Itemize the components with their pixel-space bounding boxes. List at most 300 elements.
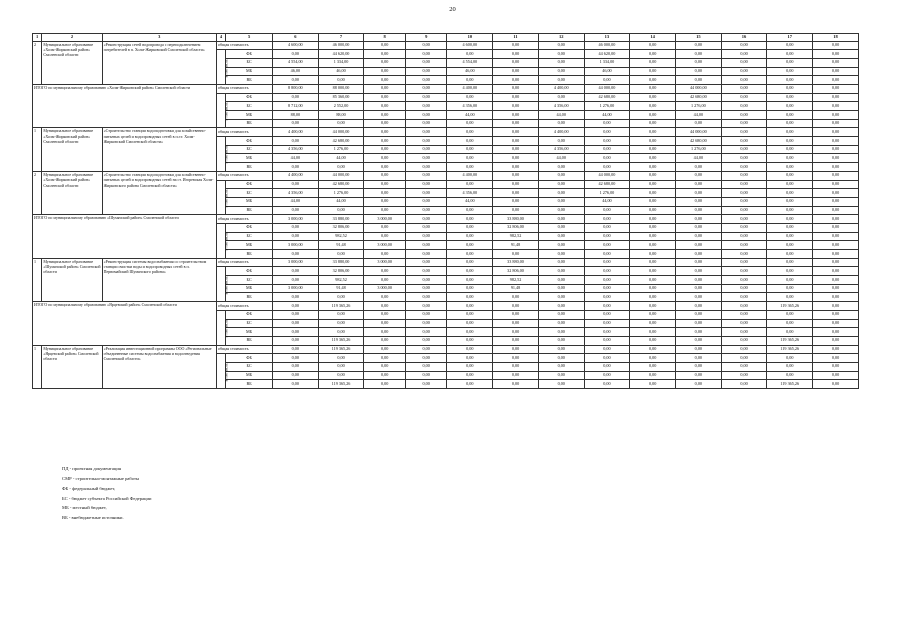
value-cell: 0,00 [721, 302, 767, 311]
value-cell: 32 806,00 [318, 267, 364, 276]
value-cell: 85 360,00 [318, 93, 364, 102]
value-cell: 0,00 [630, 197, 676, 206]
value-cell: 0,00 [675, 354, 721, 363]
value-cell: 0,00 [272, 50, 318, 59]
value-cell: 0,00 [813, 310, 859, 319]
value-cell: 0,00 [405, 128, 447, 137]
funding-source: БС [226, 362, 273, 371]
value-cell: 0,00 [813, 119, 859, 128]
value-cell: 44,00 [584, 197, 630, 206]
funding-source: ФБ [226, 223, 273, 232]
value-cell: 1 276,00 [318, 189, 364, 198]
value-cell: 0,00 [318, 119, 364, 128]
value-cell: 0,00 [813, 93, 859, 102]
value-cell: 0,00 [813, 215, 859, 224]
value-cell: 0,00 [538, 371, 584, 380]
value-cell: 0,00 [318, 293, 364, 302]
table-row [33, 258, 859, 267]
value-cell: 0,00 [721, 362, 767, 371]
value-cell: 0,00 [584, 362, 630, 371]
value-cell: 119 365,26 [767, 336, 813, 345]
value-cell: 0,00 [721, 232, 767, 241]
value-cell: 33 880,00 [318, 215, 364, 224]
value-cell: 0,00 [447, 145, 493, 154]
value-cell: 119 365,26 [767, 380, 813, 389]
value-cell: 0,00 [272, 345, 318, 354]
label-total: общая стоимость [216, 128, 272, 137]
value-cell: 0,00 [538, 336, 584, 345]
value-cell: 0,00 [538, 293, 584, 302]
value-cell: 0,00 [675, 345, 721, 354]
funding-source: МБ [226, 154, 273, 163]
value-cell: 0,00 [405, 310, 447, 319]
value-cell: 3 000,00 [364, 241, 406, 250]
value-cell: 0,00 [630, 293, 676, 302]
value-cell: 0,00 [447, 293, 493, 302]
value-cell: 1 276,00 [675, 145, 721, 154]
value-cell: 0,00 [813, 137, 859, 146]
value-cell: 0,00 [405, 58, 447, 67]
value-cell: 0,00 [813, 189, 859, 198]
label-total: общая стоимость [216, 84, 272, 93]
value-cell: 0,00 [630, 336, 676, 345]
value-cell: 0,00 [630, 328, 676, 337]
value-cell: 0,00 [584, 354, 630, 363]
value-cell: 0,00 [447, 93, 493, 102]
value-cell: 0,00 [493, 137, 539, 146]
value-cell: 0,00 [630, 223, 676, 232]
value-cell: 0,00 [538, 284, 584, 293]
value-cell: 8 800,00 [272, 84, 318, 93]
value-cell: 0,00 [630, 189, 676, 198]
value-cell: 0,00 [721, 197, 767, 206]
value-cell: 0,00 [813, 171, 859, 180]
value-cell: 0,00 [721, 336, 767, 345]
value-cell: 4 400,00 [538, 84, 584, 93]
funding-source: ВБ [226, 163, 273, 172]
label-total: общая стоимость [216, 215, 272, 224]
label-incl-text: в том числе: [224, 275, 229, 295]
value-cell: 4 554,00 [447, 58, 493, 67]
value-cell: 0,00 [721, 67, 767, 76]
value-cell: 0,00 [318, 328, 364, 337]
value-cell: 0,00 [721, 267, 767, 276]
value-cell: 0,00 [272, 302, 318, 311]
value-cell: 0,00 [630, 250, 676, 259]
value-cell: 0,00 [493, 145, 539, 154]
value-cell: 0,00 [584, 336, 630, 345]
value-cell: 0,00 [447, 319, 493, 328]
value-cell: 0,00 [630, 41, 676, 50]
value-cell: 0,00 [538, 276, 584, 285]
funding-source: ВБ [226, 206, 273, 215]
value-cell: 0,00 [447, 267, 493, 276]
value-cell: 0,00 [630, 58, 676, 67]
legend-item: БС - бюджет субъекта Российской Федерации [62, 495, 152, 501]
value-cell: 0,00 [364, 345, 406, 354]
value-cell: 0,00 [405, 345, 447, 354]
value-cell: 0,00 [538, 354, 584, 363]
value-cell: 0,00 [767, 267, 813, 276]
value-cell: 0,00 [405, 223, 447, 232]
value-cell: 0,00 [675, 58, 721, 67]
legend-item: МБ - местный бюджет, [62, 505, 107, 511]
label-incl [216, 50, 229, 85]
label-incl-text: в том числе: [224, 101, 229, 121]
value-cell: 0,00 [364, 232, 406, 241]
value-cell: 0,00 [364, 223, 406, 232]
value-cell: 32 806,00 [318, 223, 364, 232]
table-row [33, 171, 859, 180]
value-cell: 1 276,00 [584, 189, 630, 198]
value-cell: 0,00 [584, 371, 630, 380]
value-cell: 0,00 [364, 145, 406, 154]
value-cell: 0,00 [447, 258, 493, 267]
value-cell: 0,00 [721, 258, 767, 267]
value-cell: 0,00 [538, 197, 584, 206]
value-cell: 33 880,00 [493, 258, 539, 267]
value-cell: 119 365,26 [767, 302, 813, 311]
value-cell: 0,00 [364, 50, 406, 59]
value-cell: 0,00 [364, 336, 406, 345]
value-cell: 3 000,00 [364, 258, 406, 267]
total-label: ИТОГО по муниципальному образованию «Шумячский район» Смоленской области [33, 215, 217, 258]
value-cell: 0,00 [721, 293, 767, 302]
column-number: 1 [33, 34, 42, 42]
project-description: «Строительство станции водоподготовки для хозяйственно-питьевых целей и водопроводных сетей на ст. Игоревская Холм-Жирковского района Смоленской области» [102, 171, 216, 214]
label-incl-text: в том числе: [224, 362, 229, 381]
value-cell: 0,00 [364, 58, 406, 67]
value-cell: 0,00 [364, 354, 406, 363]
value-cell: 0,00 [447, 50, 493, 59]
value-cell: 0,00 [493, 58, 539, 67]
table-body [33, 34, 859, 389]
value-cell: 4 400,00 [538, 128, 584, 137]
value-cell: 44 000,00 [675, 128, 721, 137]
value-cell: 0,00 [447, 76, 493, 85]
value-cell: 0,00 [538, 319, 584, 328]
value-cell: 0,00 [272, 250, 318, 259]
value-cell: 4 356,00 [538, 102, 584, 111]
value-cell: 44,00 [538, 154, 584, 163]
value-cell: 0,00 [405, 93, 447, 102]
value-cell: 0,00 [405, 354, 447, 363]
value-cell: 91,48 [318, 241, 364, 250]
funding-source: БС [226, 319, 273, 328]
value-cell: 0,00 [813, 197, 859, 206]
value-cell: 0,00 [447, 180, 493, 189]
value-cell: 0,00 [675, 232, 721, 241]
value-cell: 42 680,00 [318, 137, 364, 146]
value-cell: 0,00 [721, 128, 767, 137]
column-number: 7 [318, 34, 364, 42]
value-cell: 4 356,00 [447, 102, 493, 111]
value-cell: 0,00 [630, 310, 676, 319]
value-cell: 0,00 [493, 293, 539, 302]
value-cell: 0,00 [364, 93, 406, 102]
value-cell: 4 356,00 [272, 189, 318, 198]
value-cell: 0,00 [630, 354, 676, 363]
value-cell: 0,00 [675, 189, 721, 198]
value-cell: 44,00 [675, 154, 721, 163]
value-cell: 0,00 [538, 250, 584, 259]
value-cell: 0,00 [405, 232, 447, 241]
funding-source: ФБ [226, 354, 273, 363]
value-cell: 0,00 [813, 232, 859, 241]
funding-source: БС [226, 189, 273, 198]
funding-source: МБ [226, 371, 273, 380]
funding-source: МБ [226, 197, 273, 206]
value-cell: 0,00 [364, 197, 406, 206]
value-cell: 0,00 [272, 354, 318, 363]
value-cell: 0,00 [272, 232, 318, 241]
value-cell: 0,00 [272, 163, 318, 172]
value-cell: 0,00 [318, 310, 364, 319]
value-cell: 0,00 [493, 119, 539, 128]
value-cell: 0,00 [538, 223, 584, 232]
value-cell: 0,00 [538, 189, 584, 198]
value-cell: 0,00 [538, 362, 584, 371]
funding-source: ФБ [226, 137, 273, 146]
value-cell: 0,00 [813, 67, 859, 76]
value-cell: 0,00 [493, 41, 539, 50]
value-cell: 0,00 [318, 362, 364, 371]
value-cell: 44,00 [447, 197, 493, 206]
value-cell: 0,00 [493, 362, 539, 371]
value-cell: 0,00 [364, 111, 406, 120]
value-cell: 1 334,00 [584, 58, 630, 67]
value-cell: 0,00 [364, 76, 406, 85]
label-incl [216, 354, 229, 389]
value-cell: 0,00 [538, 137, 584, 146]
value-cell: 0,00 [721, 154, 767, 163]
column-number: 11 [493, 34, 539, 42]
value-cell: 0,00 [675, 163, 721, 172]
value-cell: 0,00 [813, 284, 859, 293]
value-cell: 0,00 [767, 206, 813, 215]
value-cell: 0,00 [630, 154, 676, 163]
total-row [33, 215, 859, 224]
value-cell: 0,00 [584, 258, 630, 267]
value-cell: 0,00 [364, 310, 406, 319]
value-cell: 0,00 [675, 310, 721, 319]
value-cell: 0,00 [364, 293, 406, 302]
value-cell: 0,00 [630, 163, 676, 172]
value-cell: 0,00 [272, 206, 318, 215]
value-cell: 0,00 [584, 345, 630, 354]
column-number: 8 [364, 34, 406, 42]
row-index: 1 [33, 258, 42, 301]
value-cell: 44,00 [272, 154, 318, 163]
value-cell: 0,00 [813, 163, 859, 172]
value-cell: 0,00 [675, 293, 721, 302]
funding-source: БС [226, 145, 273, 154]
value-cell: 88,00 [318, 111, 364, 120]
value-cell: 0,00 [364, 371, 406, 380]
value-cell: 46 000,00 [318, 41, 364, 50]
value-cell: 0,00 [675, 328, 721, 337]
value-cell: 0,00 [538, 41, 584, 50]
total-row [33, 84, 859, 93]
value-cell: 0,00 [767, 293, 813, 302]
value-cell: 0,00 [447, 128, 493, 137]
value-cell: 0,00 [364, 328, 406, 337]
value-cell: 0,00 [767, 328, 813, 337]
value-cell: 0,00 [721, 76, 767, 85]
value-cell: 0,00 [272, 276, 318, 285]
column-number: 18 [813, 34, 859, 42]
value-cell: 0,00 [675, 284, 721, 293]
value-cell: 0,00 [813, 302, 859, 311]
table-row [33, 41, 859, 50]
value-cell: 0,00 [447, 119, 493, 128]
value-cell: 0,00 [447, 137, 493, 146]
value-cell: 0,00 [584, 76, 630, 85]
page-number: 20 [449, 6, 456, 13]
value-cell: 0,00 [447, 154, 493, 163]
value-cell: 0,00 [538, 50, 584, 59]
value-cell: 0,00 [584, 302, 630, 311]
header-row [33, 34, 859, 42]
funding-source: ФБ [226, 267, 273, 276]
value-cell: 0,00 [767, 119, 813, 128]
legend [62, 466, 151, 525]
value-cell: 0,00 [493, 171, 539, 180]
value-cell: 0,00 [721, 319, 767, 328]
value-cell: 0,00 [767, 171, 813, 180]
value-cell: 0,00 [767, 50, 813, 59]
label-incl-text: в том числе: [224, 231, 229, 251]
value-cell: 0,00 [493, 189, 539, 198]
value-cell: 0,00 [630, 206, 676, 215]
value-cell: 44,00 [447, 111, 493, 120]
value-cell: 0,00 [538, 215, 584, 224]
value-cell: 0,00 [630, 67, 676, 76]
value-cell: 0,00 [405, 197, 447, 206]
value-cell: 0,00 [721, 345, 767, 354]
value-cell: 0,00 [538, 310, 584, 319]
value-cell: 119 365,26 [318, 345, 364, 354]
value-cell: 119 365,26 [318, 336, 364, 345]
value-cell: 0,00 [272, 76, 318, 85]
value-cell: 1 276,00 [675, 102, 721, 111]
value-cell: 0,00 [584, 319, 630, 328]
value-cell: 0,00 [493, 250, 539, 259]
value-cell: 42 680,00 [318, 180, 364, 189]
value-cell: 0,00 [584, 232, 630, 241]
column-number: 3 [102, 34, 216, 42]
value-cell: 1 276,00 [584, 102, 630, 111]
legend-item: ФБ - федеральный бюджет, [62, 485, 116, 491]
value-cell: 0,00 [630, 302, 676, 311]
value-cell: 44 000,00 [584, 171, 630, 180]
value-cell: 0,00 [405, 50, 447, 59]
value-cell: 0,00 [364, 41, 406, 50]
value-cell: 0,00 [405, 119, 447, 128]
value-cell: 0,00 [364, 128, 406, 137]
row-index: 2 [33, 171, 42, 214]
value-cell: 0,00 [493, 84, 539, 93]
value-cell: 0,00 [584, 137, 630, 146]
value-cell: 0,00 [364, 102, 406, 111]
value-cell: 0,00 [813, 328, 859, 337]
value-cell: 0,00 [538, 267, 584, 276]
value-cell: 0,00 [364, 84, 406, 93]
value-cell: 1 334,00 [318, 58, 364, 67]
value-cell: 0,00 [272, 380, 318, 389]
value-cell: 0,00 [272, 319, 318, 328]
value-cell: 0,00 [813, 102, 859, 111]
value-cell: 2 552,00 [318, 102, 364, 111]
value-cell: 0,00 [405, 67, 447, 76]
row-index: 1 [33, 128, 42, 171]
value-cell: 0,00 [721, 111, 767, 120]
value-cell: 0,00 [675, 180, 721, 189]
value-cell: 0,00 [721, 180, 767, 189]
value-cell: 0,00 [405, 336, 447, 345]
value-cell: 33 880,00 [318, 258, 364, 267]
value-cell: 0,00 [272, 93, 318, 102]
value-cell: 0,00 [272, 293, 318, 302]
funding-source: БС [226, 232, 273, 241]
funding-source: МБ [226, 328, 273, 337]
value-cell: 0,00 [630, 284, 676, 293]
column-number: 2 [42, 34, 102, 42]
value-cell: 0,00 [272, 328, 318, 337]
value-cell: 0,00 [630, 180, 676, 189]
value-cell: 0,00 [630, 258, 676, 267]
value-cell: 0,00 [447, 336, 493, 345]
value-cell: 0,00 [767, 76, 813, 85]
funding-source: ВБ [226, 76, 273, 85]
value-cell: 0,00 [538, 206, 584, 215]
value-cell: 0,00 [493, 206, 539, 215]
value-cell: 0,00 [364, 302, 406, 311]
value-cell: 0,00 [493, 93, 539, 102]
value-cell: 0,00 [493, 319, 539, 328]
value-cell: 0,00 [405, 41, 447, 50]
value-cell: 0,00 [364, 189, 406, 198]
value-cell: 0,00 [767, 137, 813, 146]
value-cell: 0,00 [493, 67, 539, 76]
value-cell: 0,00 [272, 223, 318, 232]
value-cell: 982,52 [493, 276, 539, 285]
label-incl-text: в том числе: [224, 188, 229, 208]
value-cell: 0,00 [721, 284, 767, 293]
value-cell: 0,00 [405, 241, 447, 250]
column-number: 4 [216, 34, 225, 42]
value-cell: 3 000,00 [272, 284, 318, 293]
value-cell: 982,52 [318, 232, 364, 241]
value-cell: 0,00 [721, 206, 767, 215]
value-cell: 0,00 [675, 267, 721, 276]
label-total: общая стоимость [216, 302, 272, 311]
value-cell: 46,00 [584, 67, 630, 76]
value-cell: 119 365,26 [318, 380, 364, 389]
value-cell: 0,00 [767, 232, 813, 241]
value-cell: 0,00 [630, 84, 676, 93]
funding-source: ФБ [226, 310, 273, 319]
value-cell: 0,00 [318, 76, 364, 85]
value-cell: 0,00 [767, 145, 813, 154]
value-cell: 0,00 [721, 119, 767, 128]
value-cell: 0,00 [405, 215, 447, 224]
value-cell: 0,00 [813, 154, 859, 163]
label-incl [216, 267, 229, 302]
value-cell: 0,00 [584, 154, 630, 163]
value-cell: 0,00 [405, 145, 447, 154]
value-cell: 0,00 [405, 206, 447, 215]
